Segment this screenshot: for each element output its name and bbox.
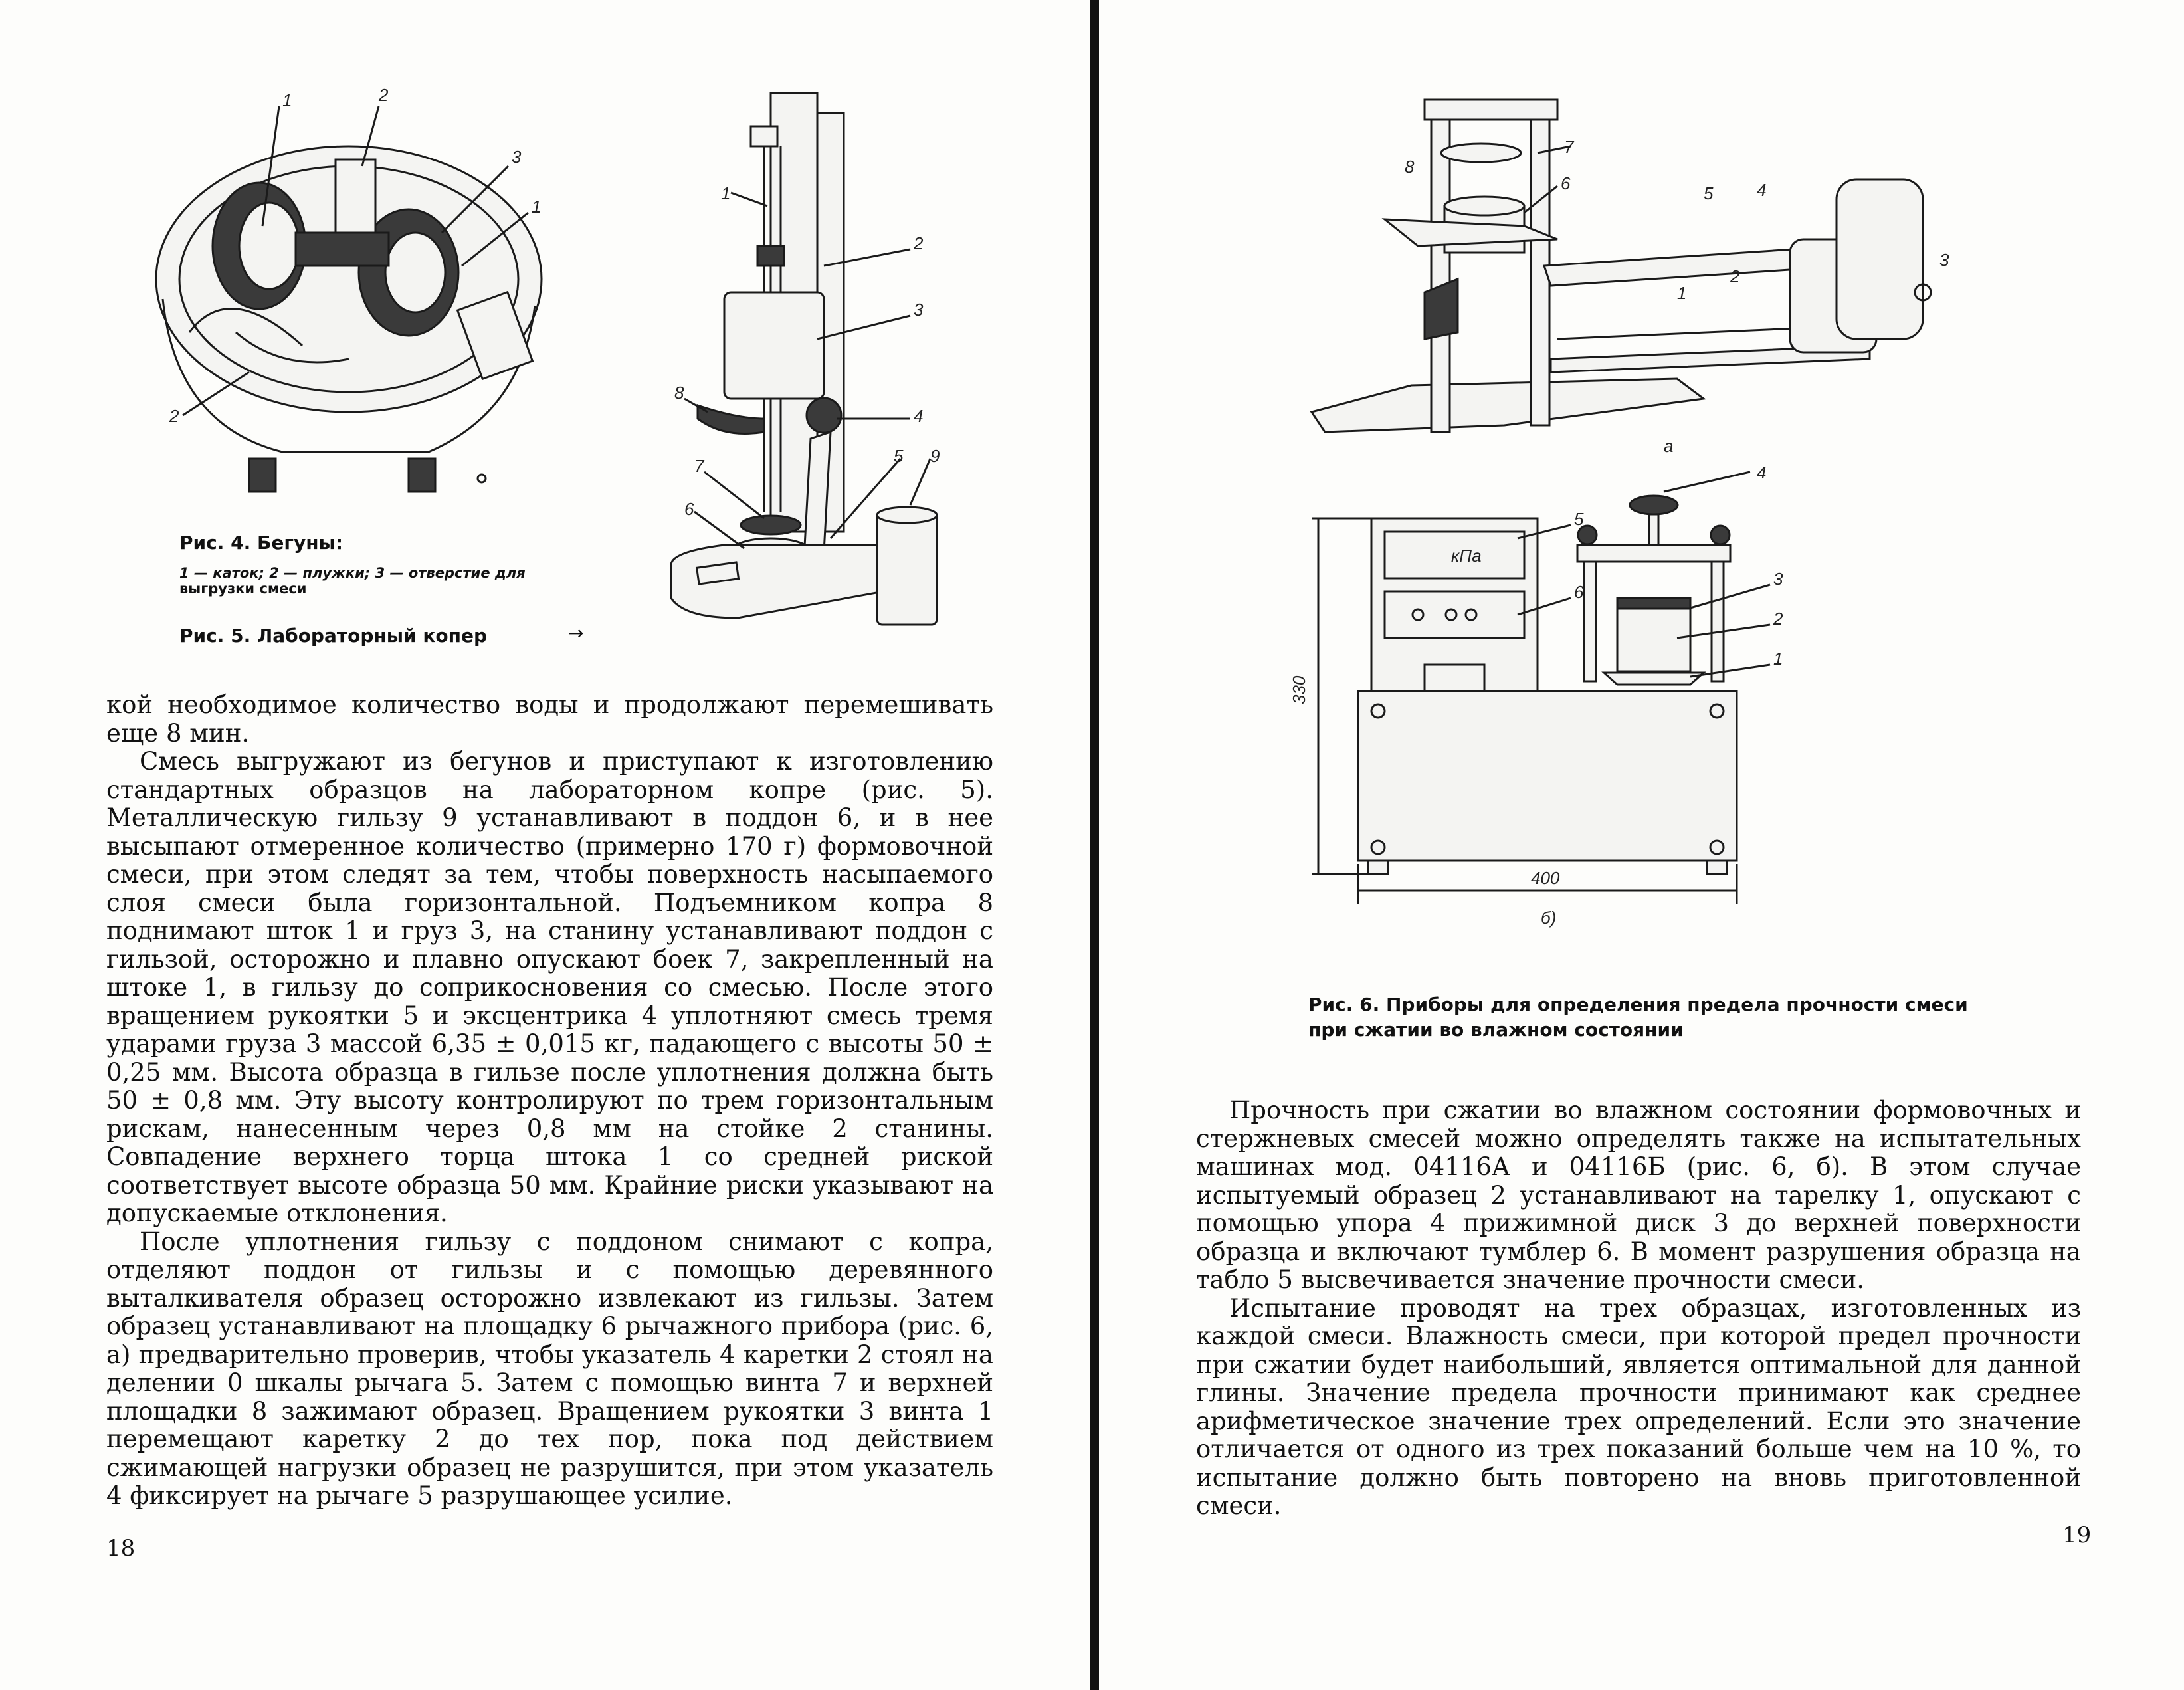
figure-5-rammer <box>658 86 970 638</box>
fig6a-label-3: 3 <box>1939 250 1949 270</box>
fig6a-label-1: 1 <box>1677 283 1687 303</box>
right-page-number: 19 <box>2062 1522 2092 1548</box>
fig4-label-2: 2 <box>379 85 389 105</box>
fig5-label-3: 3 <box>914 300 924 320</box>
left-paragraph-3: После уплотнения гильзу с поддоном снимают с копра, отделяют поддон от гильзы и с помощью деревянного выталкивателя образец осторожно извлекают из гильзы. Затем образец устанавливают на площадку 6 рычажного прибора (рис. 6, а) предварительно проверив, чтобы указатель 4 каретки 2 стоял на делении 0 шкалы рычага 5. Затем с помощью винта 7 и верхней площадки 8 зажимают образец. Вращением рукоятки 3 винта 1 перемещают каретку 2 до тех пор, пока под действием сжимающей нагрузки образец не разрушится, при этом указатель 4 фиксирует на рычаге 5 разрушающее усилие. <box>106 1227 993 1510</box>
book-spine <box>1090 0 1099 1690</box>
fig5-arrow: → <box>568 622 584 644</box>
fig6b-dim-height: 330 <box>1289 675 1309 704</box>
figure-6a-lever-device <box>1305 80 1969 456</box>
fig6b-label-5: 5 <box>1574 509 1584 529</box>
fig6a-label-6: 6 <box>1561 173 1571 193</box>
fig5-label-5: 5 <box>894 446 904 466</box>
fig5-label-4: 4 <box>914 406 924 426</box>
fig5-label-7: 7 <box>694 456 704 476</box>
right-paragraph-1: Прочность при сжатии во влажном состоянии формовочных и стержневых смесей можно определять также на испытательных машинах мод. 04116А и 04116Б (рис. 6, б). В этом случае испытуемый образец 2 устанавливают на тарелку 1, опускают с помощью упора 4 прижимной диск 3 до верхней поверхности образца и включают тумблер 6. В момент разрушения образца на табло 5 высвечивается значение прочности смеси. <box>1196 1096 2081 1294</box>
figure-6b-testing-machine <box>1289 463 1956 944</box>
left-page <box>0 0 1090 1690</box>
left-paragraph-1: кой необходимое количество воды и продолжают перемешивать еще 8 мин. <box>106 690 993 748</box>
fig6b-sublabel: б) <box>1541 908 1557 928</box>
fig6b-label-6: 6 <box>1574 582 1584 602</box>
fig4-caption: Рис. 4. Бегуны: <box>179 532 344 554</box>
right-page <box>1099 0 2184 1690</box>
fig6-caption-line1: Рис. 6. Приборы для определения предела прочности смеси <box>1308 994 1968 1015</box>
fig4-label-3: 3 <box>512 147 522 167</box>
right-body-text <box>1196 1097 2081 1521</box>
fig6b-label-3: 3 <box>1773 569 1783 589</box>
fig5-label-1: 1 <box>721 183 731 203</box>
fig6a-label-8: 8 <box>1405 157 1415 177</box>
fig6b-label-2: 2 <box>1773 609 1783 629</box>
fig6a-sublabel: а <box>1664 436 1674 456</box>
fig5-label-2: 2 <box>914 233 924 253</box>
fig6a-label-4: 4 <box>1757 180 1767 200</box>
fig5-caption: Рис. 5. Лабораторный копер <box>179 625 488 647</box>
left-page-number: 18 <box>106 1535 136 1562</box>
fig4-legend-line1: 1 — каток; 2 — плужки; 3 — отверстие для <box>179 565 526 581</box>
left-body-text <box>106 691 993 1511</box>
figure-4-mixer <box>149 80 548 505</box>
fig6b-label-1: 1 <box>1773 649 1783 669</box>
right-paragraph-2: Испытание проводят на трех образцах, изготовленных из каждой смеси. Влажность смеси, при которой предел прочности при сжатии будет наибольший, является оптимальной для данной глины. Значение предела прочности принимают как среднее арифметическое значение трех определений. Если это значение отличается от одного из трех показаний больше чем на 10 %, то испытание должно быть повторено на вновь приготовленной смеси. <box>1196 1293 2081 1520</box>
fig6b-dim-width: 400 <box>1531 868 1560 888</box>
fig6a-label-7: 7 <box>1564 137 1574 157</box>
fig5-label-9: 9 <box>930 446 940 466</box>
fig4-legend-line2: выгрузки смеси <box>179 581 307 597</box>
fig4-label-1: 1 <box>282 90 292 110</box>
fig6a-label-5: 5 <box>1704 183 1714 203</box>
fig5-label-6: 6 <box>684 499 694 519</box>
fig4-label-2b: 2 <box>169 406 179 426</box>
fig4-label-1b: 1 <box>532 197 542 217</box>
fig6a-label-2: 2 <box>1730 266 1740 286</box>
fig6b-display-text: кПа <box>1451 546 1482 566</box>
left-paragraph-2: Смесь выгружают из бегунов и приступают к изготовлению стандартных образцов на лабораторном копре (рис. 5). Металлическую гильзу 9 устанавливают в поддон 6, и в нее высыпают отмеренное количество (примерно 170 г) формовочной смеси, при этом следят за тем, чтобы поверхность насыпаемого слоя смеси была горизонтальной. Подъемником копра 8 поднимают шток 1 и груз 3, на станину устанавливают поддон с гильзой, осторожно и плавно опускают боек 7, закрепленный на штоке 1, в гильзу до соприкосновения со смесью. После этого вращением рукоятки 5 и эксцентрика 4 уплотняют смесь тремя ударами груза 3 массой 6,35 ± 0,015 кг, падающего с высоты 50 ± 0,25 мм. Высота образца в гильзе после уплотнения должна быть 50 ± 0,8 мм. Эту высоту контролируют по трем горизонтальным рискам, нанесенным через 0,8 мм на стойке 2 станины. Совпадение верхнего торца штока 1 со средней риской соответствует высоте образца 50 мм. Крайние риски указывают на допускаемые отклонения. <box>106 747 993 1227</box>
fig6-caption-line2: при сжатии во влажном состоянии <box>1308 1019 1684 1041</box>
fig6b-label-4: 4 <box>1757 463 1767 482</box>
fig5-label-8: 8 <box>674 383 684 403</box>
